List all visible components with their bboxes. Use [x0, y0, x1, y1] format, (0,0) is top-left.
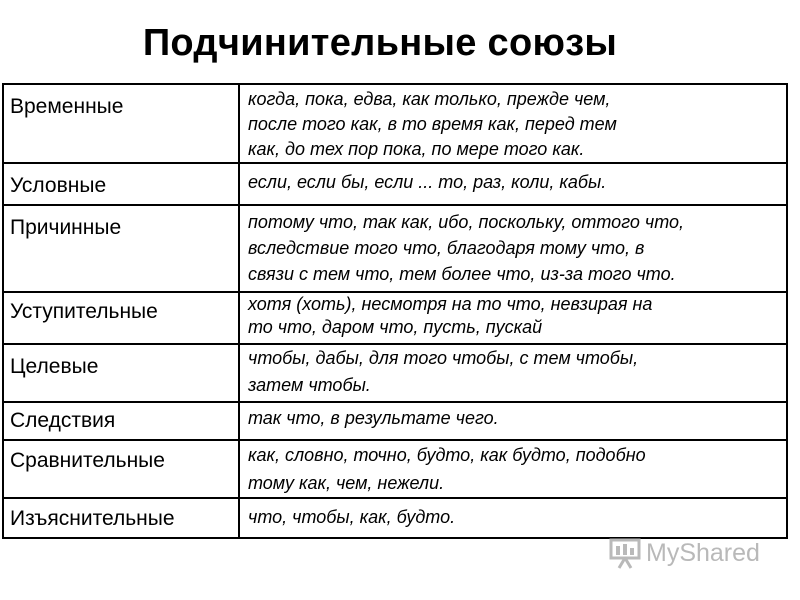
- conjunction-type-cell: Условные: [3, 163, 239, 205]
- conjunction-type-cell: Целевые: [3, 344, 239, 402]
- conjunction-type-cell: Следствия: [3, 402, 239, 440]
- watermark-text: MyShared: [646, 538, 760, 567]
- conjunction-type-cell: Временные: [3, 84, 239, 163]
- conjunction-list-cell: чтобы, дабы, для того чтобы, с тем чтобы, затем чтобы.: [239, 344, 787, 402]
- watermark-logo: [608, 536, 760, 570]
- conjunction-list-cell: что, чтобы, как, будто.: [239, 498, 787, 538]
- conjunction-list-cell: как, словно, точно, будто, как будто, подобно тому как, чем, нежели.: [239, 440, 787, 498]
- conjunction-list-cell: хотя (хоть), несмотря на то что, невзирая на то что, даром что, пусть, пускай: [239, 292, 787, 344]
- conjunctions-table: [2, 83, 788, 539]
- conjunction-list-cell: когда, пока, едва, как только, прежде чем, после того как, в то время как, перед тем как, до тех пор пока, по мере того как.: [239, 84, 787, 163]
- conjunction-type-cell: Сравнительные: [3, 440, 239, 498]
- table-row: [3, 402, 787, 440]
- page-title: Подчинительные союзы: [142, 22, 618, 64]
- conjunction-type-cell: Уступительные: [3, 292, 239, 344]
- conjunction-type-cell: Изъяснительные: [3, 498, 239, 538]
- table-row: [3, 292, 787, 344]
- conjunction-list-cell: так что, в результате чего.: [239, 402, 787, 440]
- table-row: [3, 84, 787, 163]
- table-row: [3, 440, 787, 498]
- conjunction-list-cell: если, если бы, если ... то, раз, коли, кабы.: [239, 163, 787, 205]
- presentation-board-icon: [608, 536, 642, 570]
- table-row: [3, 344, 787, 402]
- table-row: [3, 205, 787, 292]
- conjunction-list-cell: потому что, так как, ибо, поскольку, оттого что, вследствие того что, благодаря тому что, в связи с тем что, тем более что, из-за того что.: [239, 205, 787, 292]
- table-row: [3, 163, 787, 205]
- table-row: [3, 498, 787, 538]
- conjunction-type-cell: Причинные: [3, 205, 239, 292]
